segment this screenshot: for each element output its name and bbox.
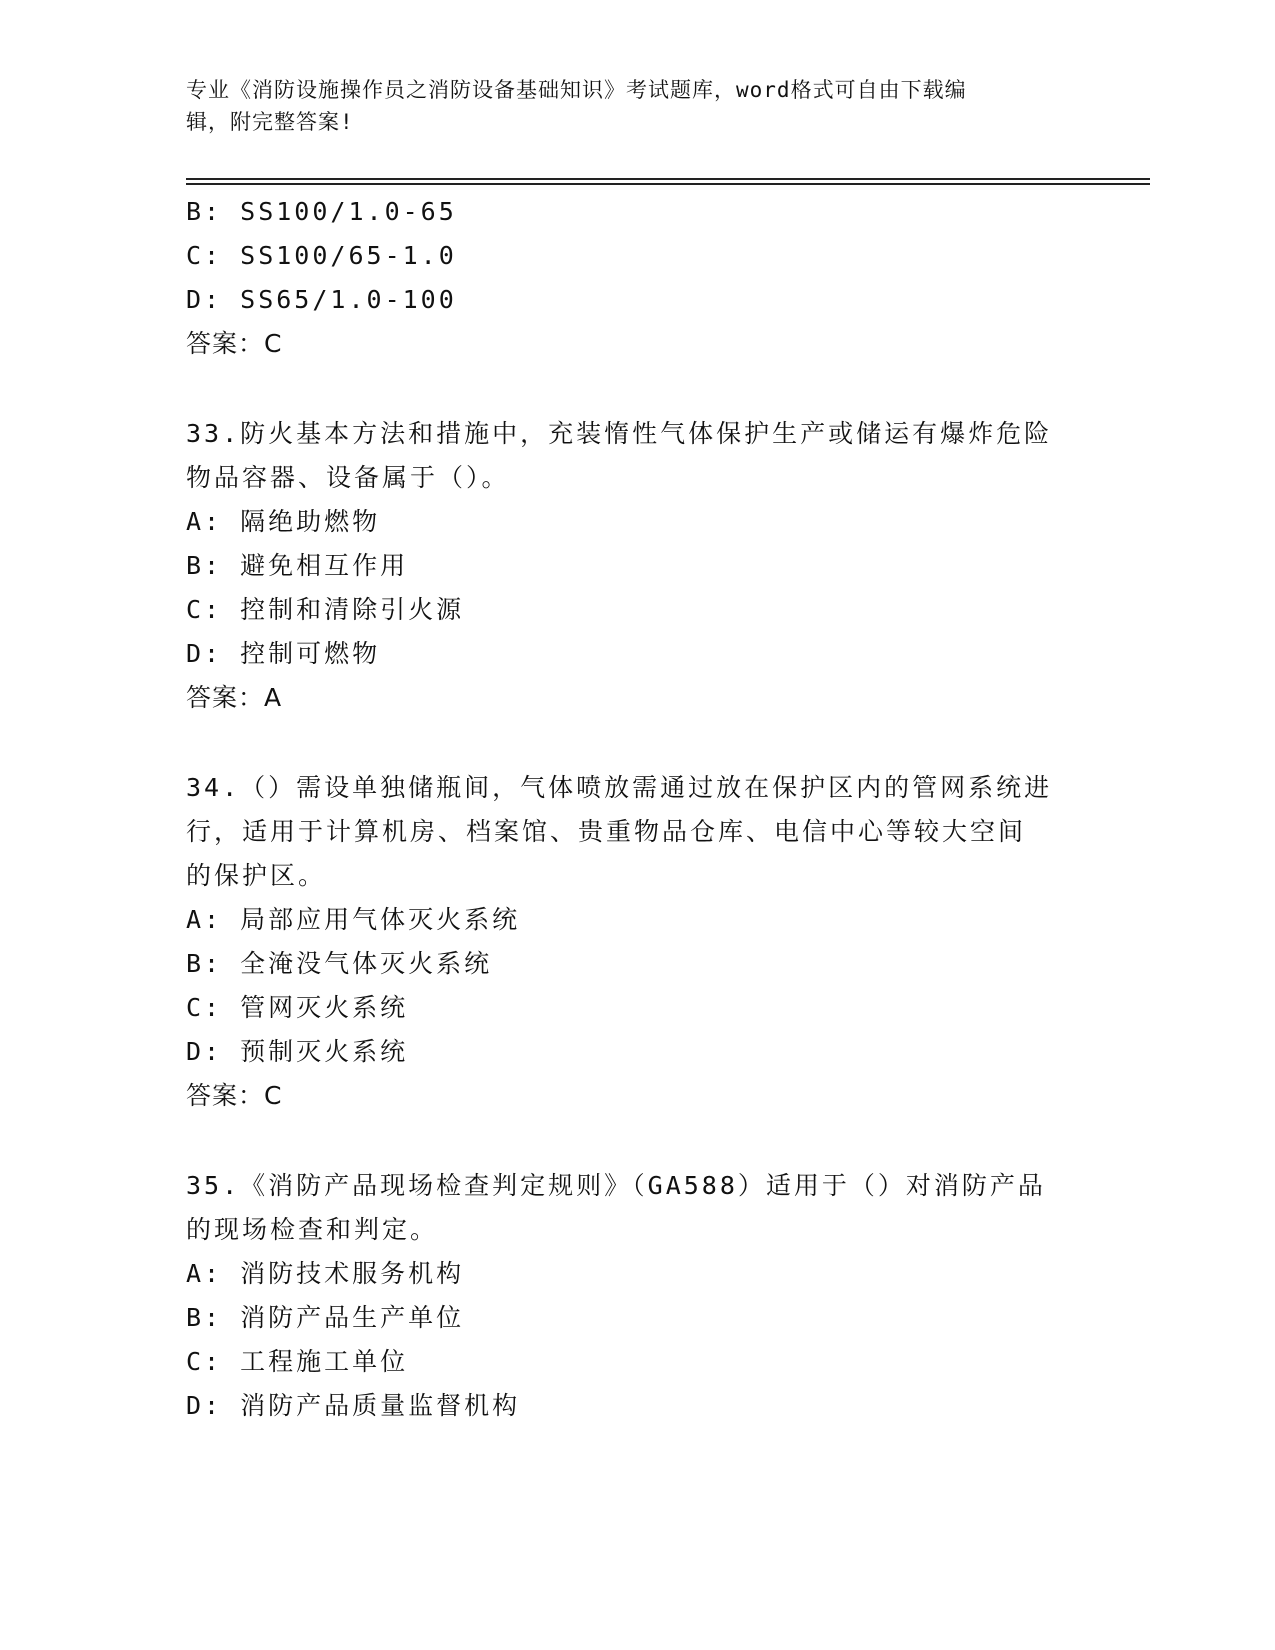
q32-answer: 答案：C	[186, 329, 283, 358]
q34-stem-line-1: 34.（）需设单独储瓶间，气体喷放需通过放在保护区内的管网系统进	[186, 773, 1053, 802]
q33-option-d: D: 控制可燃物	[186, 639, 381, 668]
q33-answer: 答案：A	[186, 683, 283, 712]
q35-stem-line-2: 的现场检查和判定。	[186, 1215, 439, 1244]
header-line-1: 专业《消防设施操作员之消防设备基础知识》考试题库，word格式可自由下载编	[186, 78, 967, 102]
q32-option-c: C: SS100/65-1.0	[186, 241, 457, 270]
q34-stem-line-3: 的保护区。	[186, 861, 327, 890]
q35-option-c: C: 工程施工单位	[186, 1347, 409, 1376]
q34-option-b: B: 全淹没气体灭火系统	[186, 949, 493, 978]
q34-answer: 答案：C	[186, 1081, 283, 1110]
q34-option-a: A: 局部应用气体灭火系统	[186, 905, 521, 934]
q33-option-b: B: 避免相互作用	[186, 551, 409, 580]
document-header	[186, 74, 1076, 138]
q34-option-c: C: 管网灭火系统	[186, 993, 409, 1022]
header-divider-bottom	[186, 183, 1150, 185]
q33-stem-line-1: 33.防火基本方法和措施中，充装惰性气体保护生产或储运有爆炸危险	[186, 419, 1053, 448]
q34-stem-line-2: 行，适用于计算机房、档案馆、贵重物品仓库、电信中心等较大空间	[186, 817, 1027, 846]
q32-option-d: D: SS65/1.0-100	[186, 285, 457, 314]
header-line-2: 辑，附完整答案!	[186, 110, 354, 134]
q33-option-c: C: 控制和清除引火源	[186, 595, 465, 624]
header-divider-top	[186, 178, 1150, 180]
q35-option-b: B: 消防产品生产单位	[186, 1303, 465, 1332]
q33-stem-line-2: 物品容器、设备属于（）。	[186, 463, 510, 492]
q33-option-a: A: 隔绝助燃物	[186, 507, 381, 536]
q35-option-a: A: 消防技术服务机构	[186, 1259, 465, 1288]
q32-option-b: B: SS100/1.0-65	[186, 197, 457, 226]
q35-option-d: D: 消防产品质量监督机构	[186, 1391, 521, 1420]
q35-stem-line-1: 35.《消防产品现场检查判定规则》（GA588）适用于（）对消防产品	[186, 1171, 1046, 1200]
q34-option-d: D: 预制灭火系统	[186, 1037, 409, 1066]
